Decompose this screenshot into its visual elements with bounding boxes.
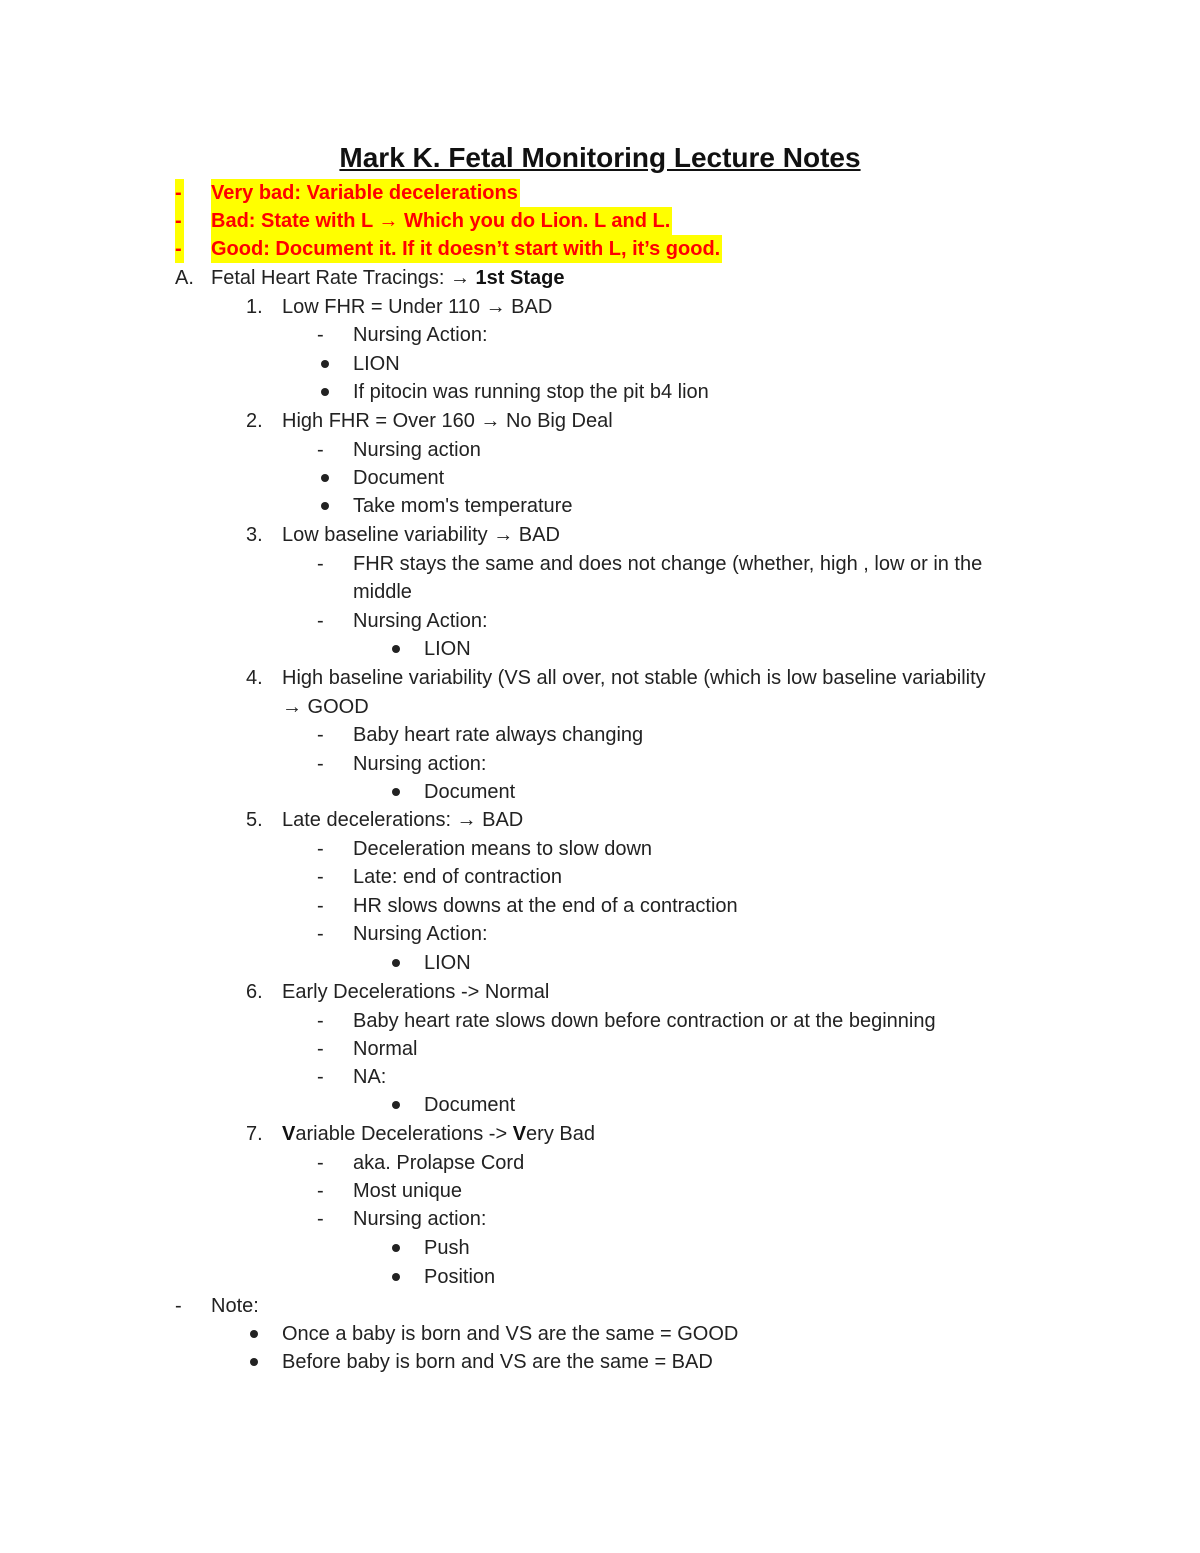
sub-item-text: FHR stays the same and does not change (whether, high , low or in the — [353, 553, 983, 575]
note-label: Note: — [211, 1295, 259, 1317]
dash-marker: - — [317, 866, 324, 888]
bullet-text: LION — [424, 952, 471, 974]
bullet-icon — [250, 1358, 258, 1366]
dash-marker: - — [317, 324, 324, 346]
bullet-text: Push — [424, 1237, 470, 1259]
bullet-icon — [392, 1244, 400, 1252]
bullet-icon — [321, 360, 329, 368]
bullet-text: Take mom's temperature — [353, 495, 573, 517]
item-text: → GOOD — [282, 696, 369, 718]
dash-marker: - — [317, 1010, 324, 1032]
dash-marker: - — [317, 1180, 324, 1202]
bullet-text: LION — [424, 638, 471, 660]
dash-marker: - — [175, 1295, 182, 1317]
sub-item-text: aka. Prolapse Cord — [353, 1152, 525, 1174]
item-text: High baseline variability (VS all over, not stable (which is low baseline variability — [282, 667, 986, 689]
item-text: Low FHR = Under 110 → BAD — [282, 296, 553, 318]
item-text — [282, 1120, 595, 1148]
dash-marker: - — [317, 1038, 324, 1060]
highlight-text: Very bad: Variable decelerations — [211, 179, 520, 207]
bullet-icon — [392, 959, 400, 967]
section-text — [211, 264, 564, 292]
bullet-icon — [321, 388, 329, 396]
dash-marker: - — [317, 923, 324, 945]
item-number: 5. — [246, 809, 263, 831]
bullet-text: If pitocin was running stop the pit b4 lion — [353, 381, 709, 403]
sub-item-text: Nursing Action: — [353, 923, 488, 945]
sub-item-text: Baby heart rate always changing — [353, 724, 644, 746]
sub-item-text: NA: — [353, 1066, 387, 1088]
section-letter: A. — [175, 267, 194, 289]
item-text-part: ariable Decelerations -> — [295, 1123, 513, 1145]
sub-item-text: Nursing action: — [353, 753, 487, 775]
sub-item-text: middle — [353, 581, 412, 603]
sub-item-text: Nursing action — [353, 439, 481, 461]
dash-marker: - — [317, 753, 324, 775]
bullet-icon — [392, 1101, 400, 1109]
bullet-icon — [321, 474, 329, 482]
dash-marker: - — [317, 724, 324, 746]
dash-marker: - — [175, 235, 184, 263]
dash-marker: - — [317, 553, 324, 575]
bullet-text: LION — [353, 353, 400, 375]
sub-item-text: Most unique — [353, 1180, 462, 1202]
item-bold-letter: V — [512, 1123, 527, 1145]
sub-item-text: HR slows downs at the end of a contraction — [353, 895, 738, 917]
section-label: Fetal Heart Rate Tracings: → — [211, 267, 476, 289]
bullet-icon — [392, 645, 400, 653]
dash-marker: - — [317, 1208, 324, 1230]
dash-marker: - — [175, 179, 184, 207]
item-text: Late decelerations: → BAD — [282, 809, 524, 831]
dash-marker: - — [175, 207, 184, 235]
dash-marker: - — [317, 439, 324, 461]
dash-marker: - — [317, 1152, 324, 1174]
item-number: 1. — [246, 296, 263, 318]
dash-marker: - — [317, 895, 324, 917]
sub-item-text: Nursing action: — [353, 1208, 487, 1230]
sub-item-text: Late: end of contraction — [353, 866, 563, 888]
bullet-text: Document — [353, 467, 445, 489]
bullet-icon — [392, 788, 400, 796]
dash-marker: - — [317, 838, 324, 860]
highlight-text: Bad: State with L → Which you do Lion. L and L. — [211, 207, 672, 235]
highlight-text: Good: Document it. If it doesn’t start with L, it’s good. — [211, 235, 722, 263]
item-text: Low baseline variability → BAD — [282, 524, 560, 546]
dash-marker: - — [317, 610, 324, 632]
item-number: 4. — [246, 667, 263, 689]
item-text: High FHR = Over 160 → No Big Deal — [282, 410, 613, 432]
bullet-text: Document — [424, 781, 516, 803]
item-bold-letter: V — [282, 1123, 296, 1145]
bullet-icon — [250, 1330, 258, 1338]
sub-item-text: Baby heart rate slows down before contraction or at the beginning — [353, 1010, 936, 1032]
bullet-text: Position — [424, 1266, 496, 1288]
sub-item-text: Normal — [353, 1038, 418, 1060]
bullet-icon — [392, 1273, 400, 1281]
item-number: 2. — [246, 410, 263, 432]
sub-item-text: Nursing Action: — [353, 324, 488, 346]
item-text: Early Decelerations -> Normal — [282, 981, 550, 1003]
bullet-icon — [321, 502, 329, 510]
item-number: 7. — [246, 1123, 263, 1145]
bullet-text: Document — [424, 1094, 516, 1116]
sub-item-text: Nursing Action: — [353, 610, 488, 632]
item-text-part: ery Bad — [526, 1123, 595, 1145]
item-number: 6. — [246, 981, 263, 1003]
dash-marker: - — [317, 1066, 324, 1088]
page-title: Mark K. Fetal Monitoring Lecture Notes — [339, 142, 861, 173]
section-bold: 1st Stage — [475, 267, 565, 289]
sub-item-text: Deceleration means to slow down — [353, 838, 653, 860]
bullet-text: Once a baby is born and VS are the same = GOOD — [282, 1323, 739, 1345]
bullet-text: Before baby is born and VS are the same = BAD — [282, 1351, 713, 1373]
item-number: 3. — [246, 524, 263, 546]
